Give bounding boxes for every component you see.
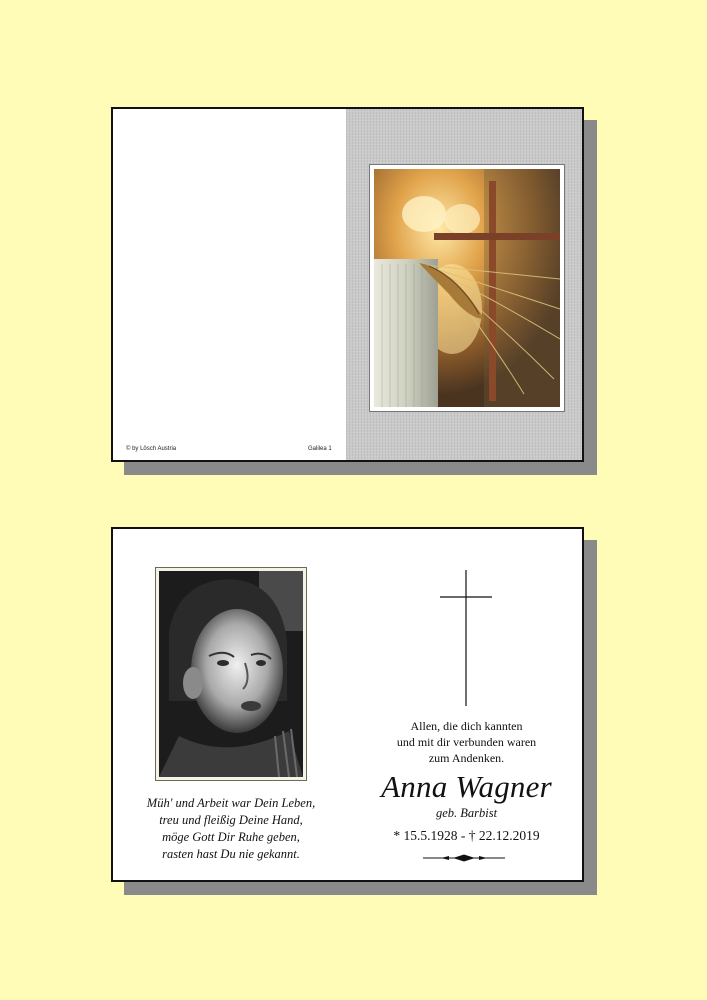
back-card bbox=[111, 527, 584, 882]
dedication-line: zum Andenken. bbox=[428, 751, 505, 765]
deceased-name: Anna Wagner bbox=[381, 769, 552, 804]
portrait-photo bbox=[159, 571, 303, 777]
dedication bbox=[349, 718, 584, 766]
maiden-name: geb. Barbist bbox=[435, 806, 498, 820]
poem-line: treu und fleißig Deine Hand, bbox=[159, 813, 303, 827]
poem bbox=[113, 795, 349, 863]
front-photo-frame bbox=[369, 164, 565, 412]
poem-line: rasten hast Du nie gekannt. bbox=[162, 847, 300, 861]
front-card bbox=[111, 107, 584, 462]
cross-wheat-bible-image bbox=[374, 169, 560, 407]
portrait-frame bbox=[155, 567, 307, 781]
design-name-text: Galilea 1 bbox=[308, 446, 332, 452]
dedication-line: Allen, die dich kannten bbox=[410, 719, 523, 733]
poem-line: möge Gott Dir Ruhe geben, bbox=[162, 830, 300, 844]
cross-icon bbox=[438, 570, 494, 706]
life-dates: * 15.5.1928 - † 22.12.2019 bbox=[393, 828, 540, 843]
poem-line: Müh' und Arbeit war Dein Leben, bbox=[146, 796, 316, 810]
front-card-left-panel bbox=[113, 109, 346, 460]
dedication-line: und mit dir verbunden waren bbox=[396, 735, 537, 749]
copyright-text: © by Lösch Austria bbox=[126, 446, 177, 452]
ornament-divider-icon bbox=[423, 854, 505, 862]
